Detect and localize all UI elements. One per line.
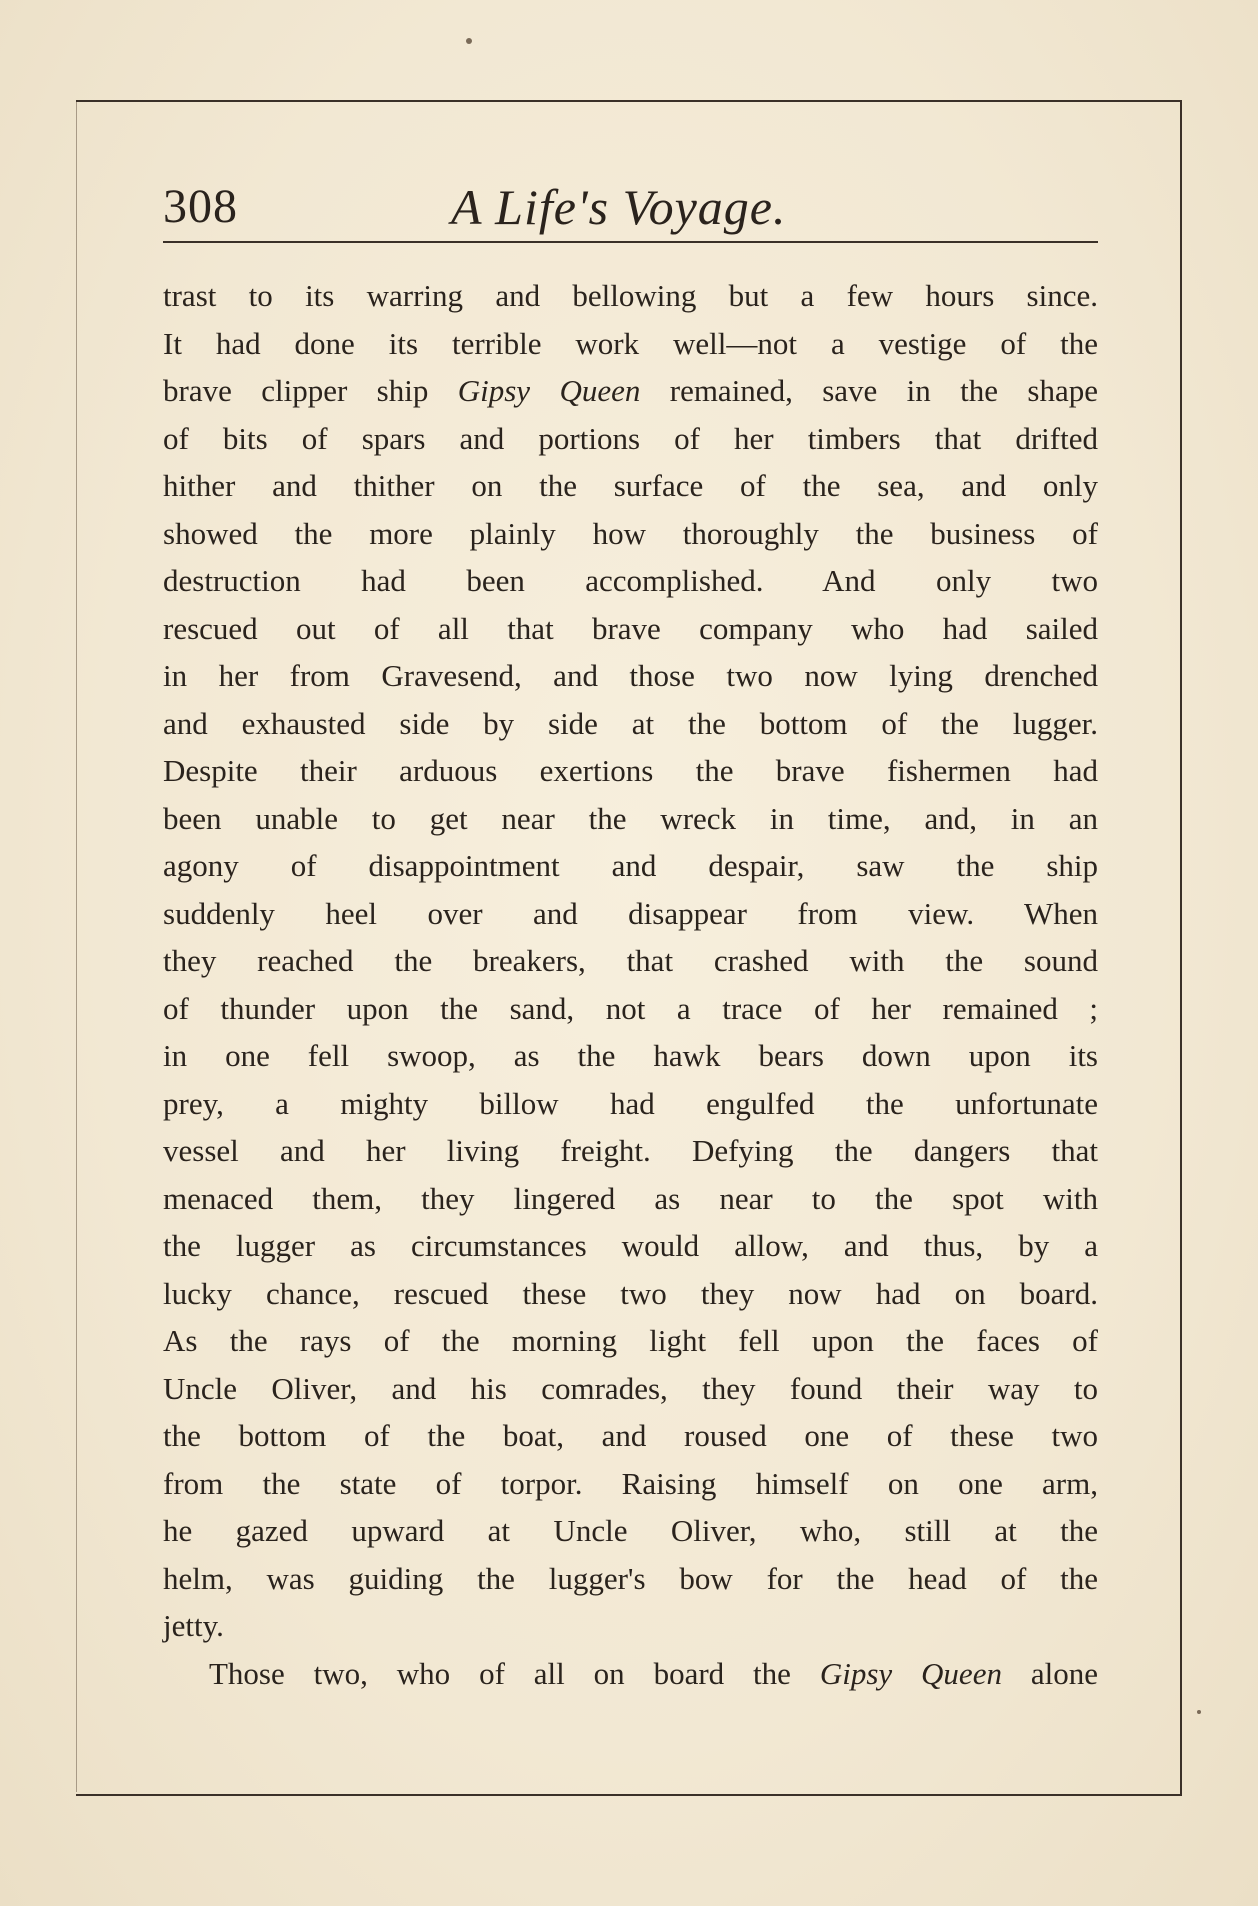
text-line: As the rays of the morning light fell upon the faces of xyxy=(163,1323,1098,1358)
text-line xyxy=(163,1650,1098,1698)
ship-name: Gipsy Queen xyxy=(819,1655,1002,1691)
text-line: Despite their arduous exertions the brave fishermen had xyxy=(163,753,1098,788)
text-run: brave clipper ship xyxy=(163,373,458,408)
text-line: of bits of spars and portions of her timbers that drifted xyxy=(163,420,1098,456)
text-line: showed the more plainly how thoroughly the business of xyxy=(163,515,1098,551)
text-line: from the state of torpor. Raising himself on one arm, xyxy=(163,1465,1098,1501)
text-run: Those two, who of all on board the xyxy=(209,1655,820,1691)
book-title: A Life's Voyage. xyxy=(451,179,787,235)
body-text xyxy=(163,272,1098,1697)
text-run: remained, save in the shape xyxy=(640,373,1098,408)
text-line: in her from Gravesend, and those two now lying drenched xyxy=(163,658,1098,693)
text-line: Uncle Oliver, and his comrades, they found their way to xyxy=(163,1370,1098,1406)
text-line: and exhausted side by side at the bottom of the lugger. xyxy=(163,705,1098,741)
text-line: It had done its terrible work well—not a vestige of the xyxy=(163,325,1098,361)
text-line: of thunder upon the sand, not a trace of her remained ; xyxy=(163,990,1098,1026)
text-run: alone xyxy=(1001,1655,1098,1691)
ink-speck xyxy=(466,38,472,44)
text-line: the bottom of the boat, and roused one of these two xyxy=(163,1418,1098,1453)
text-line xyxy=(163,367,1098,415)
frame-bottom-rule xyxy=(76,1794,1182,1796)
ink-speck xyxy=(1197,1710,1201,1714)
text-line: he gazed upward at Uncle Oliver, who, still at the xyxy=(163,1513,1098,1548)
text-line: prey, a mighty billow had engulfed the unfortunate xyxy=(163,1085,1098,1121)
text-line: lucky chance, rescued these two they now had on board. xyxy=(163,1275,1098,1311)
frame-right-rule xyxy=(1180,100,1182,1794)
text-line: helm, was guiding the lugger's bow for the head of the xyxy=(163,1560,1098,1596)
text-line: jetty. xyxy=(163,1608,224,1643)
text-line: in one fell swoop, as the hawk bears down upon its xyxy=(163,1038,1098,1073)
frame-top-rule xyxy=(76,100,1182,102)
page-number: 308 xyxy=(163,180,238,233)
text-line: they reached the breakers, that crashed with the sound xyxy=(163,943,1098,978)
text-line: agony of disappointment and despair, saw the ship xyxy=(163,848,1098,883)
text-line: vessel and her living freight. Defying the dangers that xyxy=(163,1133,1098,1168)
frame-left-rule xyxy=(76,102,77,1792)
text-line: menaced them, they lingered as near to the spot with xyxy=(163,1180,1098,1216)
text-line: the lugger as circumstances would allow, and thus, by a xyxy=(163,1228,1098,1263)
text-line: suddenly heel over and disappear from view. When xyxy=(163,895,1098,931)
ship-name: Gipsy Queen xyxy=(457,373,641,408)
header-rule xyxy=(163,241,1098,243)
text-line: destruction had been accomplished. And only two xyxy=(163,563,1098,598)
text-line: hither and thither on the surface of the sea, and only xyxy=(163,468,1098,503)
text-line: been unable to get near the wreck in time, and, in an xyxy=(163,800,1098,836)
running-head xyxy=(163,172,1098,242)
text-line: trast to its warring and bellowing but a few hours since. xyxy=(163,278,1098,313)
text-line: rescued out of all that brave company who had sailed xyxy=(163,610,1098,646)
